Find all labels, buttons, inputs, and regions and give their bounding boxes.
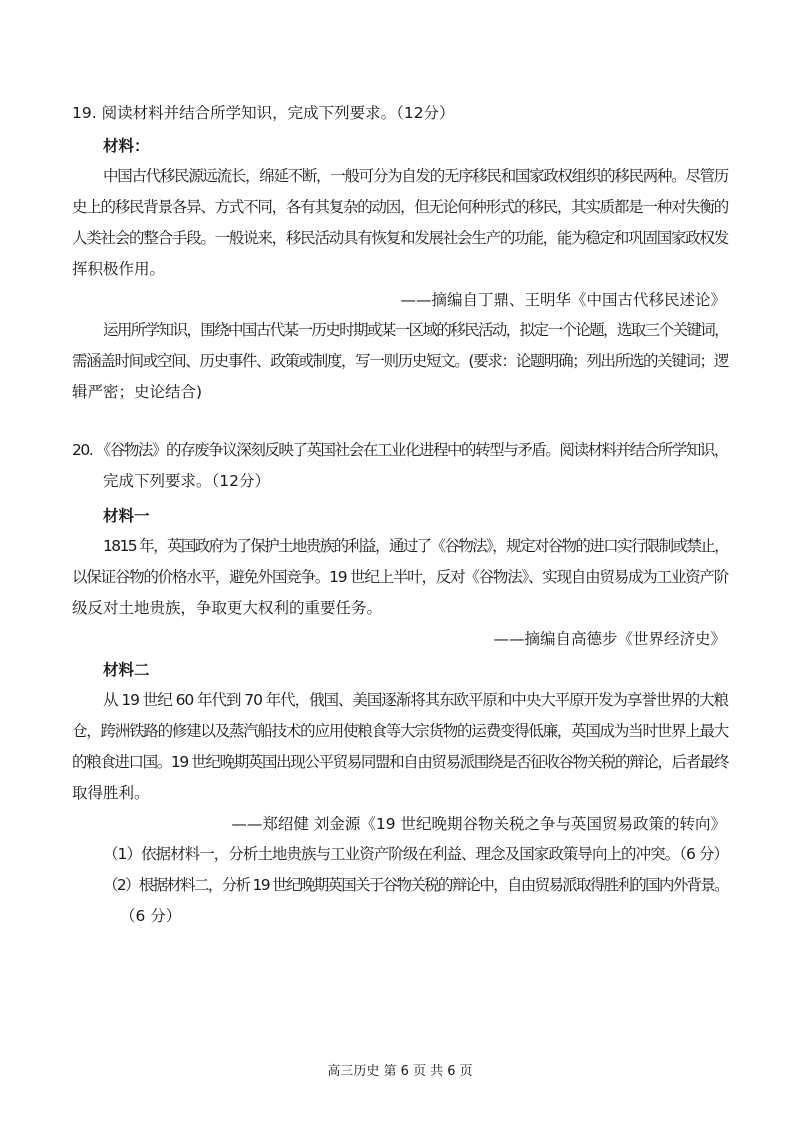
q19-source: ——摘编自丁鼎、王明华《中国古代移民述论》 [400, 291, 726, 309]
q19-material-label: 材料： [103, 137, 150, 155]
q20-material2-line: 仓，跨洲铁路的修建以及蒸汽船技术的应用使粮食等大宗货物的运费变得低廉，英国成为当时世界上最大 [72, 722, 729, 740]
q20-question-1: （1）依据材料一，分析土地贵族与工业资产阶级在利益、理念及国家政策导向上的冲突。（6 分） [103, 845, 729, 863]
q20-question-2: （2）根据材料二，分析 19 世纪晚期英国关于谷物关税的辩论中，自由贸易派取得胜利的国内外背景。 [103, 876, 728, 894]
q20-header-line: 完成下列要求。（12分） [103, 472, 270, 490]
q20-material1-line: 以保证谷物的价格水平，避免外国竞争。19 世纪上半叶，反对《谷物法》、实现自由贸易成为工业资产阶 [72, 568, 728, 586]
q20-question-2-points: （6 分） [120, 907, 182, 925]
page-footer: 高三历史 第 6 页 共 6 页 [327, 1064, 473, 1079]
q19-material-line: 中国古代移民源远流长，绵延不断，一般可分为自发的无序移民和国家政权组织的移民两种。尽管历 [103, 167, 728, 185]
q19-task-line: 运用所学知识，围绕中国古代某一历史时期或某一区域的移民活动，拟定一个论题，选取三个关键词， [103, 321, 729, 339]
q20-material2-label: 材料二 [103, 661, 150, 679]
q20-material1-source: ——摘编自高德步《世界经济史》 [493, 630, 726, 648]
q19-material-line: 史上的移民背景各异、方式不同，各有其复杂的动因，但无论何种形式的移民，其实质都是一种对失衡的 [72, 198, 729, 216]
q20-material2-source: ——郑绍健 刘金源《19 世纪晚期谷物关税之争与英国贸易政策的转向》 [231, 815, 726, 833]
q20-material1-line: 级反对土地贵族，争取更大权利的重要任务。 [72, 599, 383, 617]
q19-material-line: 人类社会的整合手段。一般说来，移民活动具有恢复和发展社会生产的功能，能为稳定和巩固国家政权发 [72, 229, 729, 247]
q20-material2-line: 的粮食进口国。19 世纪晚期英国出现公平贸易同盟和自由贸易派围绕是否征收谷物关税的辩论，后者最终 [72, 753, 729, 771]
q20-material2-line: 从 19 世纪 60 年代到 70 年代，俄国、美国逐渐将其东欧平原和中央大平原开发为享誉世界的大粮 [103, 691, 728, 709]
q19-header: 19. 阅读材料并结合所学知识，完成下列要求。（12分） [72, 104, 455, 122]
q20-material2-line: 取得胜利。 [72, 784, 150, 802]
q19-task-line: 辑严密；史论结合) [72, 383, 203, 401]
q20-material1-label: 材料一 [103, 507, 150, 525]
q20-material1-line: 1815 年，英国政府为了保护土地贵族的利益，通过了《谷物法》，规定对谷物的进口实行限制或禁止， [103, 537, 728, 555]
q19-task-line: 需涵盖时间或空间、历史事件、政策或制度，写一则历史短文。(要求：论题明确；列出所选的关键词；逻 [72, 352, 728, 370]
q20-header-line: 20. 《谷物法》的存废争议深刻反映了英国社会在工业化进程中的转型与矛盾。阅读材料并结合所学知识， [72, 441, 728, 459]
q19-material-line: 挥积极作用。 [72, 260, 166, 278]
